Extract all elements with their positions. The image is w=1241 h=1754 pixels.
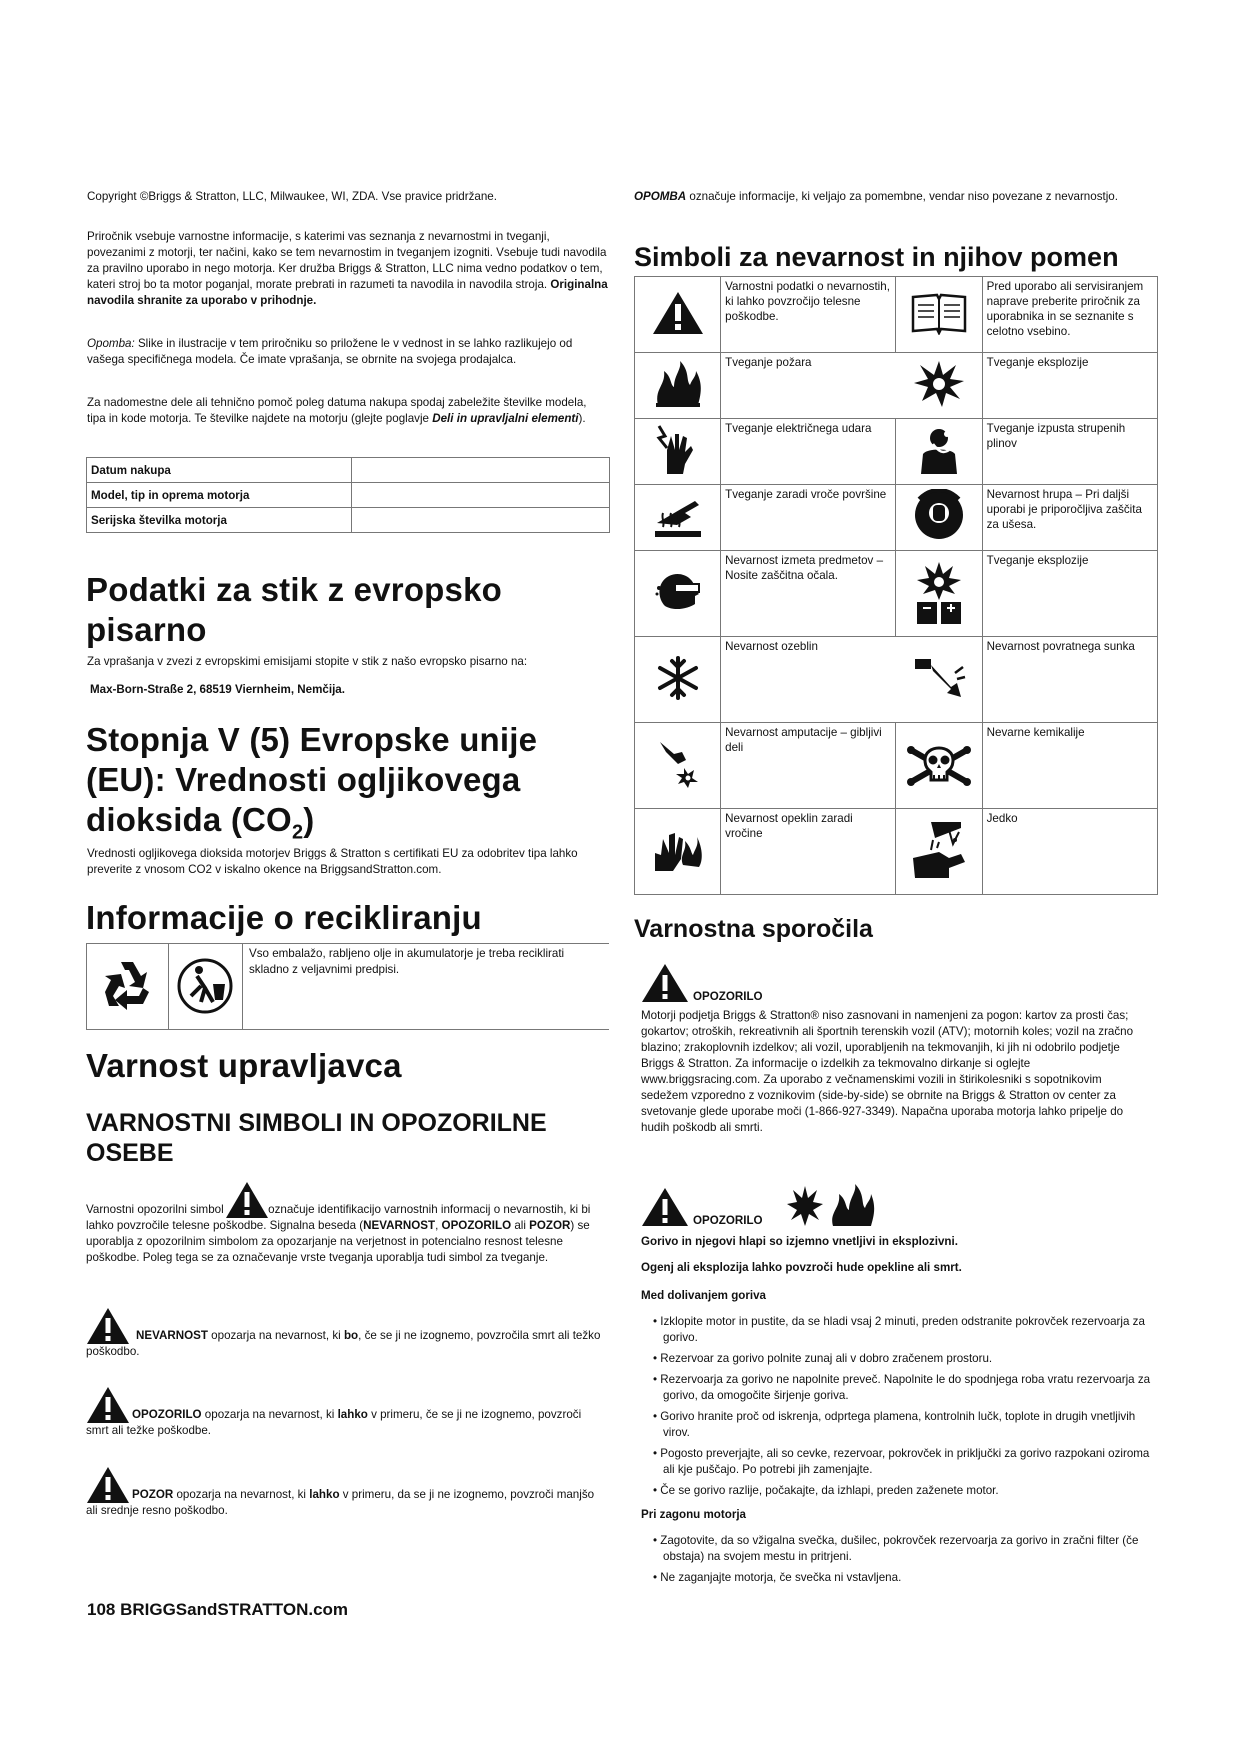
list-item: • Rezervoarja za gorivo ne napolnite preveč. Napolnite le do spodnjega roba vratu rezervoarja za gorivo, da omogočite širjenje goriva.	[641, 1372, 1151, 1404]
manual-book-icon	[909, 291, 969, 335]
list-item: • Če se gorivo razlije, počakajte, da izhlapi, preden zaženete motor.	[641, 1483, 1151, 1499]
warning-line-1: Gorivo in njegovi hlapi so izjemno vnetljivi in eksplozivni.	[641, 1235, 958, 1248]
table-row	[635, 419, 1158, 485]
table-label: Serijska številka motorja	[87, 508, 352, 533]
refuel-list	[641, 1314, 1151, 1499]
note-paragraph: Opomba: Slike in ilustracije v tem priročniku so priložene le v vednost in se lahko razlikujejo od vašega specifičnega modela. Če imate vprašanja, se obrnite na svojega prodajalca.	[87, 337, 573, 366]
table-row	[87, 483, 610, 508]
warning-line-2: Ogenj ali eksplozija lahko povzroči hude opekline ali smrt.	[641, 1261, 962, 1274]
parts-paragraph: Za nadomestne dele ali tehnično pomoč poleg datuma nakupa spodaj zabeležite številke modela, tipa in kode motorja. Te številke najdete na motorju (glejte poglavje Deli in upravljalni elementi).	[87, 396, 587, 425]
operator-safety-title: Varnost upravljavca	[86, 1047, 402, 1084]
symbol-description: Tveganje eksplozije	[982, 551, 1157, 637]
icon-cell	[896, 277, 982, 353]
table-row	[87, 458, 610, 483]
list-item: • Izklopite motor in pustite, da se hladi vsaj 2 minuti, preden odstranite pokrovček rezervoarja za gorivo.	[641, 1314, 1151, 1346]
tidy-cell	[168, 944, 243, 1029]
hazard-symbols-table	[634, 276, 1158, 895]
table-row	[635, 723, 1158, 809]
icon-cell	[896, 809, 982, 895]
list-item: • Zagotovite, da so vžigalna svečka, dušilec, pokrovček rezervoarja za gorivo in zračni filter (če obstaja) na svojem mestu in pritrjeni.	[641, 1533, 1151, 1565]
danger-definition: NEVARNOST opozarja na nevarnost, ki bo, če se ji ne izognemo, povzročila smrt ali težko poškodbo.	[86, 1306, 606, 1360]
icon-cell	[896, 419, 982, 485]
kickback-icon	[911, 653, 967, 703]
start-list	[641, 1533, 1151, 1586]
table-row	[635, 485, 1158, 551]
purchase-info-table	[86, 457, 610, 533]
co2-text: Vrednosti ogljikovega dioksida motorjev Briggs & Stratton s certifikati EU za odobritev tipa lahko preverite z vnosom CO2 v iskalno okence na BriggsandStratton.com.	[87, 847, 578, 876]
eye-protection-icon	[655, 572, 701, 612]
symbol-description: Nevarnost ozeblin	[721, 637, 896, 723]
right-note: OPOMBA označuje informacije, ki veljajo za pomembne, vendar niso povezane z nevarnostjo.	[634, 190, 1118, 203]
page-footer: 108 BRIGGSandSTRATTON.com	[87, 1600, 349, 1619]
explosion-icon	[785, 1184, 825, 1228]
symbol-description: Nevarnost amputacije – gibljivi deli	[721, 723, 896, 809]
icon-cell	[896, 637, 982, 723]
list-item: • Pogosto preverjajte, ali so cevke, rezervoar, pokrovček in priključki za gorivo razpokani oziroma ali kje puščajo. Po potrebi jih zamenjajte.	[641, 1446, 1151, 1478]
tidyman-icon	[175, 956, 235, 1016]
safety-alert-icon	[86, 1306, 130, 1346]
safety-alert-icon	[652, 290, 704, 336]
symbol-description: Varnostni podatki o nevarnostih, ki lahko povzročijo telesne poškodbe.	[721, 277, 896, 353]
symbol-description: Pred uporabo ali servisiranjem naprave preberite priročnik za uporabnika in se seznanite s celotno vsebino.	[982, 277, 1157, 353]
icon-cell	[635, 637, 721, 723]
model-field[interactable]	[352, 483, 610, 508]
table-row	[635, 277, 1158, 353]
icon-cell	[635, 723, 721, 809]
symbol-description: Nevarnost opeklin zaradi vročine	[721, 809, 896, 895]
symbol-description: Tveganje električnega udara	[721, 419, 896, 485]
recycle-text: Vso embalažo, rabljeno olje in akumulatorje je treba reciklirati skladno z veljavnimi predpisi.	[249, 947, 565, 976]
warning-word: OPOZORILO	[693, 990, 763, 1003]
symbols-title: Simboli za nevarnost in njihov pomen	[634, 242, 1119, 272]
alert-symbol-paragraph: Varnostni opozorilni simbol označuje identifikacijo varnostnih informacij o nevarnostih, ki bi lahko povzročile telesne poškodbe. Signalna beseda (NEVARNOST, OPOZORILO ali POZOR) se uporablja z opozorilnim simbolom za opozarjanje na verjetnost in potencialno resnost telesne poškodbe. Poleg tega se za označevanje vrste tveganja uporablja tudi simbol za tveganje.	[86, 1180, 606, 1266]
frostbite-icon	[655, 655, 701, 701]
warning-definition: OPOZORILO opozarja na nevarnost, ki lahko v primeru, če se ji ne izognemo, povzroči smrt ali težke poškodbe.	[86, 1385, 606, 1439]
recycle-icon	[97, 956, 157, 1016]
symbol-description: Nevarne kemikalije	[982, 723, 1157, 809]
icon-cell	[896, 723, 982, 809]
icon-cell	[896, 551, 982, 637]
table-row	[635, 637, 1158, 723]
refuel-title: Med dolivanjem goriva	[641, 1289, 766, 1302]
warning-word: OPOZORILO	[693, 1214, 763, 1227]
table-row	[635, 809, 1158, 895]
icon-cell	[635, 277, 721, 353]
purchase-date-field[interactable]	[352, 458, 610, 483]
safety-alert-icon	[86, 1465, 130, 1505]
caution-definition: POZOR opozarja na nevarnost, ki lahko v primeru, da se ji ne izognemo, povzroči manjšo ali srednje resno poškodbo.	[86, 1465, 606, 1519]
battery-explosion-icon	[911, 558, 967, 626]
fire-icon	[652, 359, 704, 409]
icon-cell	[635, 809, 721, 895]
safety-alert-icon	[86, 1385, 130, 1425]
symbol-description: Tveganje eksplozije	[982, 353, 1157, 419]
symbol-description: Tveganje zaradi vroče površine	[721, 485, 896, 551]
symbol-description: Jedko	[982, 809, 1157, 895]
eu-office-address: Max-Born-Straße 2, 68519 Viernheim, Nemčija.	[90, 683, 345, 696]
corrosive-icon	[909, 818, 969, 882]
eu-office-title: Podatki za stik z evropsko pisarno	[86, 571, 503, 648]
copyright-text: Copyright ©Briggs & Stratton, LLC, Milwaukee, WI, ZDA. Vse pravice pridržane.	[87, 190, 497, 203]
hearing-protection-icon	[913, 489, 965, 543]
list-item: • Ne zaganjajte motorja, če svečka ni vstavljena.	[641, 1570, 1151, 1586]
symbol-description: Nevarnost hrupa – Pri daljši uporabi je priporočljiva zaščita za ušesa.	[982, 485, 1157, 551]
list-item: • Gorivo hranite proč od iskrenja, odprtega plamena, kontrolnih lučk, toplote in drugih vnetljivih virov.	[641, 1409, 1151, 1441]
safety-messages-title: Varnostna sporočila	[634, 915, 873, 943]
table-row	[87, 508, 610, 533]
electric-shock-icon	[653, 424, 703, 476]
warning-text: Motorji podjetja Briggs & Stratton® niso zasnovani in namenjeni za pogon: kartov za prosti čas; gokartov; otroških, rekreativnih ali športnih terenskih vozil (ATV); motornih koles; vozil na zračno blazino; zrakoplovnih izdelkov; ali vozil, uporabljenih na tekmovanjih, ki jih ni odobrilo podjetje Briggs & Stratton. Za informacije o izdelkih za tekmovalno dirkanje si oglejte www.briggsracing.com. Za uporabo z večnamenskimi vozili in štirikolesniki s sopotnikovim sedežem vzporedno z voznikovim (side-by-side) se obrnite na Briggs & Stratton ov center za svetovanje glede uporabe moči (1-866-927-3349). Napačna uporaba motorja lahko pripelje do hudih poškodb ali smrti.	[641, 1009, 1134, 1134]
icon-cell	[635, 353, 721, 419]
icon-cell	[896, 353, 982, 419]
serial-field[interactable]	[352, 508, 610, 533]
symbol-description: Tveganje izpusta strupenih plinov	[982, 419, 1157, 485]
eu-office-text: Za vprašanja v zvezi z evropskimi emisijami stopite v stik z našo evropsko pisarno na:	[87, 655, 528, 668]
icon-cell	[635, 551, 721, 637]
start-title: Pri zagonu motorja	[641, 1508, 746, 1521]
table-label: Model, tip in oprema motorja	[87, 483, 352, 508]
safety-alert-icon	[641, 1186, 689, 1228]
symbol-description: Nevarnost izmeta predmetov – Nosite zaščitna očala.	[721, 551, 896, 637]
warning-block-1	[641, 962, 1151, 1136]
intro-paragraph: Priročnik vsebuje varnostne informacije, s katerimi vas seznanja z nevarnostmi in tveganji, povezanimi z motorji, ter načini, kako se tem nevarnostim in tveganjem izogniti. Vsebuje tudi navodila za pravilno uporabo in nego motorja. Ker družba Briggs & Stratton, LLC nima vedno podatkov o tem, kateri stroj bo ta motor poganjal, morate prebrati in razumeti ta navodila in navodila stroja. Originalna navodila shranite za uporabo v prihodnje.	[87, 230, 608, 307]
symbols-subtitle: VARNOSTNI SIMBOLI IN OPOZORILNE OSEBE	[86, 1109, 547, 1167]
toxic-fumes-icon	[913, 424, 965, 476]
warning-block-2	[641, 1182, 1151, 1591]
list-item: • Rezervoar za gorivo polnite zunaj ali v dobro zračenem prostoru.	[641, 1351, 1151, 1367]
fire-icon	[829, 1184, 875, 1228]
recycle-title: Informacije o recikliranju	[86, 899, 482, 936]
burn-icon	[653, 825, 703, 875]
amputation-icon	[656, 738, 700, 790]
recycle-cell	[86, 944, 169, 1029]
icon-cell	[635, 419, 721, 485]
table-label: Datum nakupa	[87, 458, 352, 483]
icon-cell	[635, 485, 721, 551]
hot-surface-icon	[651, 491, 705, 541]
symbol-description: Nevarnost povratnega sunka	[982, 637, 1157, 723]
symbol-description: Tveganje požara	[721, 353, 896, 419]
icon-cell	[896, 485, 982, 551]
recycle-box	[86, 943, 609, 1030]
safety-alert-icon	[641, 962, 689, 1004]
explosion-icon	[912, 359, 966, 409]
skull-icon	[907, 736, 971, 792]
table-row	[635, 353, 1158, 419]
co2-title: Stopnja V (5) Evropske unije (EU): Vrednosti ogljikovega dioksida $(CO_2)$	[86, 721, 538, 844]
table-row	[635, 551, 1158, 637]
safety-alert-icon	[225, 1180, 269, 1220]
